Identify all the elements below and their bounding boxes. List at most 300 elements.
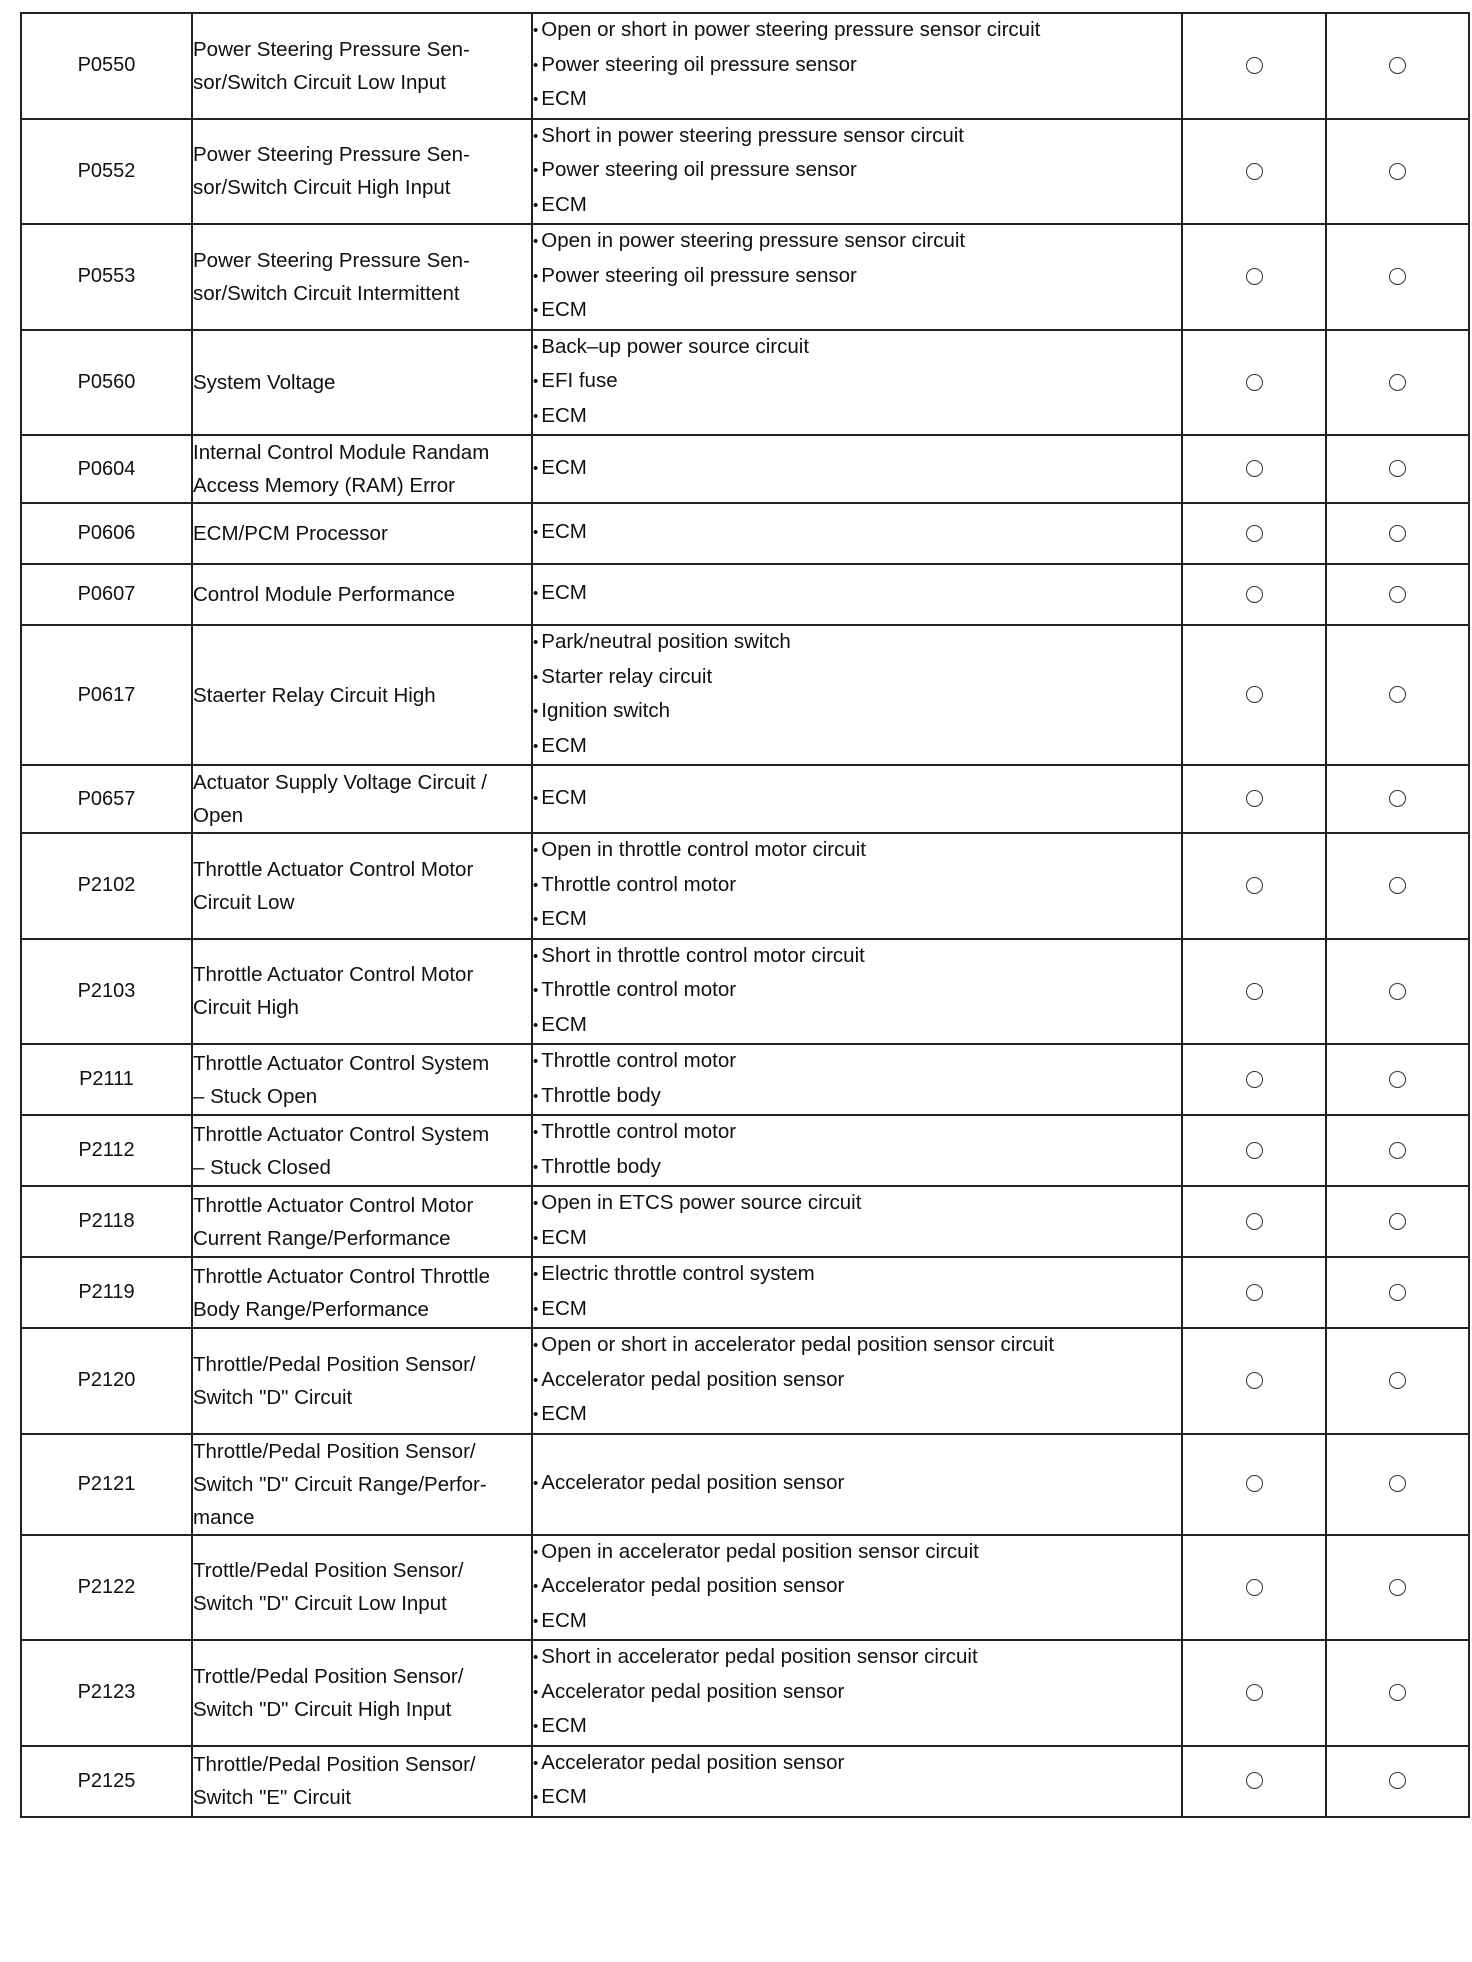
circle-icon — [1389, 163, 1406, 180]
circle-icon — [1246, 374, 1263, 391]
trouble-area-item — [533, 1222, 1181, 1257]
circle-icon — [1246, 1071, 1263, 1088]
mark-cell-1 — [1182, 939, 1326, 1045]
mark-cell-1 — [1182, 435, 1326, 503]
bullet-icon: • — [533, 911, 539, 928]
trouble-area-item — [533, 1467, 1181, 1502]
dtc-description-line: Throttle Actuator Control Motor — [193, 857, 474, 881]
bullet-icon: • — [533, 1266, 539, 1283]
trouble-area — [532, 119, 1182, 225]
trouble-area-text: Accelerator pedal position sensor — [541, 1750, 845, 1774]
table-row — [21, 1186, 1469, 1257]
dtc-description-line: Control Module Performance — [193, 583, 456, 606]
bullet-icon: • — [533, 1406, 539, 1423]
trouble-area-item — [533, 49, 1181, 84]
trouble-area-text: ECM — [541, 785, 587, 809]
circle-icon — [1246, 460, 1263, 477]
trouble-area-item — [533, 1570, 1181, 1605]
trouble-area-item — [533, 120, 1181, 155]
circle-icon — [1246, 57, 1263, 74]
dtc-description-line: Switch "D" Circuit — [193, 1385, 353, 1409]
circle-icon — [1246, 268, 1263, 285]
table-row — [21, 625, 1469, 765]
mark-cell-2 — [1326, 503, 1469, 564]
trouble-area-text: Throttle control motor — [541, 1049, 737, 1072]
trouble-area — [532, 1115, 1182, 1186]
dtc-description-line: Circuit High — [193, 996, 299, 1020]
mark-cell-1 — [1182, 1535, 1326, 1641]
mark-cell-2 — [1326, 625, 1469, 765]
trouble-area-text: Throttle body — [541, 1083, 661, 1107]
mark-cell-2 — [1326, 1044, 1469, 1115]
bullet-icon: • — [533, 338, 539, 356]
bullet-icon: • — [533, 302, 539, 319]
bullet-icon: • — [533, 947, 539, 965]
dtc-description — [192, 1746, 532, 1817]
dtc-description-line: Throttle/Pedal Position Sensor/ — [193, 1753, 476, 1776]
dtc-description — [192, 939, 532, 1045]
trouble-area-item — [533, 974, 1181, 1009]
mark-cell-1 — [1182, 1115, 1326, 1186]
circle-icon — [1389, 525, 1406, 542]
dtc-description-line: Actuator Supply Voltage Circuit / — [193, 771, 487, 794]
bullet-icon: • — [533, 1195, 539, 1212]
circle-icon — [1389, 1684, 1406, 1701]
trouble-area-item — [533, 577, 1181, 612]
trouble-area-text: ECM — [541, 907, 587, 930]
table-row — [21, 765, 1469, 833]
mark-cell-1 — [1182, 1186, 1326, 1257]
dtc-description-line: Open — [193, 804, 244, 827]
circle-icon — [1246, 525, 1263, 542]
dtc-code: P2125 — [21, 1746, 192, 1817]
trouble-area-text: ECM — [541, 581, 587, 605]
bullet-icon: • — [533, 524, 539, 542]
circle-icon — [1389, 460, 1406, 477]
trouble-area-item — [533, 730, 1181, 765]
trouble-area-item — [533, 225, 1181, 260]
trouble-area-item — [533, 1641, 1181, 1676]
bullet-icon: • — [533, 196, 539, 214]
dtc-description-line: ECM/PCM Processor — [193, 522, 388, 545]
trouble-area-text: ECM — [541, 1714, 587, 1737]
trouble-area-item — [533, 1710, 1181, 1745]
trouble-area — [532, 1328, 1182, 1434]
trouble-area-text: Open or short in power steering pressure sensor circuit — [541, 18, 1041, 41]
dtc-code: P0604 — [21, 435, 192, 503]
trouble-area-text: Accelerator pedal position sensor — [541, 1470, 845, 1494]
mark-cell-1 — [1182, 833, 1326, 939]
trouble-area-item — [533, 1364, 1181, 1399]
mark-cell-2 — [1326, 765, 1469, 833]
dtc-description-line: Throttle/Pedal Position Sensor/ — [193, 1352, 476, 1376]
dtc-description — [192, 1257, 532, 1328]
mark-cell-1 — [1182, 1434, 1326, 1535]
circle-icon — [1389, 1284, 1406, 1301]
bullet-icon: • — [533, 1612, 539, 1630]
dtc-code: P2111 — [21, 1044, 192, 1115]
trouble-area — [532, 1257, 1182, 1328]
circle-icon — [1389, 1142, 1406, 1159]
trouble-area-text: Throttle control motor — [541, 978, 737, 1001]
trouble-area — [532, 224, 1182, 330]
dtc-description-line: Switch "D" Circuit High Input — [193, 1697, 452, 1721]
trouble-area-text: ECM — [541, 1012, 587, 1036]
bullet-icon: • — [533, 1474, 539, 1492]
trouble-area-item — [533, 516, 1181, 551]
mark-cell-1 — [1182, 1044, 1326, 1115]
trouble-area-item — [533, 83, 1181, 118]
dtc-code: P0657 — [21, 765, 192, 833]
trouble-area — [532, 503, 1182, 564]
trouble-area-item — [533, 452, 1181, 487]
circle-icon — [1246, 1142, 1263, 1159]
dtc-description — [192, 119, 532, 225]
trouble-area-item — [533, 1781, 1181, 1816]
mark-cell-2 — [1326, 564, 1469, 625]
trouble-area — [532, 1434, 1182, 1535]
table-row — [21, 833, 1469, 939]
mark-cell-2 — [1326, 13, 1469, 119]
trouble-area-item — [533, 1293, 1181, 1328]
trouble-area-item — [533, 661, 1181, 696]
dtc-description — [192, 564, 532, 625]
table-row — [21, 224, 1469, 330]
circle-icon — [1246, 790, 1263, 807]
circle-icon — [1389, 877, 1406, 894]
bullet-icon: • — [533, 1337, 539, 1354]
table-row — [21, 1434, 1469, 1535]
dtc-description — [192, 13, 532, 119]
circle-icon — [1389, 374, 1406, 391]
trouble-area — [532, 1186, 1182, 1257]
trouble-area-item — [533, 331, 1181, 366]
dtc-description-line: Circuit Low — [193, 890, 295, 914]
circle-icon — [1246, 1372, 1263, 1389]
table-row — [21, 1328, 1469, 1434]
trouble-area-text: Open in power steering pressure sensor circuit — [541, 229, 966, 252]
trouble-area-item — [533, 14, 1181, 49]
trouble-area-text: Accelerator pedal position sensor — [541, 1679, 845, 1703]
bullet-icon: • — [533, 1087, 539, 1105]
table-row — [21, 1535, 1469, 1641]
dtc-code: P0553 — [21, 224, 192, 330]
bullet-icon: • — [533, 1229, 539, 1247]
dtc-description-line: sor/Switch Circuit Low Input — [193, 70, 446, 94]
trouble-area-text: ECM — [541, 87, 587, 110]
dtc-description — [192, 765, 532, 833]
trouble-area-item — [533, 1151, 1181, 1186]
trouble-area-item — [533, 260, 1181, 295]
dtc-code: P0550 — [21, 13, 192, 119]
mark-cell-1 — [1182, 765, 1326, 833]
dtc-code: P0560 — [21, 330, 192, 436]
trouble-area-text: Accelerator pedal position sensor — [541, 1574, 845, 1597]
circle-icon — [1389, 57, 1406, 74]
bullet-icon: • — [533, 668, 539, 686]
dtc-description-line: Throttle Actuator Control Motor — [193, 963, 474, 987]
dtc-description-line: Power Steering Pressure Sen- — [193, 37, 470, 61]
dtc-description-line: Access Memory (RAM) Error — [193, 474, 455, 497]
mark-cell-1 — [1182, 1328, 1326, 1434]
circle-icon — [1389, 983, 1406, 1000]
table-row — [21, 939, 1469, 1045]
trouble-area-item — [533, 154, 1181, 189]
circle-icon — [1389, 586, 1406, 603]
circle-icon — [1246, 983, 1263, 1000]
dtc-description-line: Internal Control Module Randam — [193, 441, 490, 464]
dtc-description-line: Throttle Actuator Control System — [193, 1051, 490, 1075]
trouble-area-text: Throttle control motor — [541, 872, 737, 896]
circle-icon — [1389, 1372, 1406, 1389]
mark-cell-2 — [1326, 1535, 1469, 1641]
mark-cell-2 — [1326, 1746, 1469, 1817]
trouble-area-text: Open in accelerator pedal position sensor circuit — [541, 1539, 979, 1563]
trouble-area-text: ECM — [541, 1225, 587, 1249]
dtc-description — [192, 330, 532, 436]
bullet-icon: • — [533, 1718, 539, 1735]
mark-cell-1 — [1182, 564, 1326, 625]
mark-cell-1 — [1182, 13, 1326, 119]
bullet-icon: • — [533, 703, 539, 720]
trouble-area — [532, 435, 1182, 503]
trouble-area-item — [533, 1045, 1181, 1080]
mark-cell-1 — [1182, 330, 1326, 436]
dtc-code: P2120 — [21, 1328, 192, 1434]
dtc-description-line: Switch "E" Circuit — [193, 1786, 352, 1809]
mark-cell-1 — [1182, 1257, 1326, 1328]
dtc-code: P2112 — [21, 1115, 192, 1186]
mark-cell-1 — [1182, 625, 1326, 765]
trouble-area-item — [533, 1536, 1181, 1571]
trouble-area-item — [533, 294, 1181, 329]
dtc-description — [192, 1535, 532, 1641]
trouble-area-text: Open in throttle control motor circuit — [541, 838, 866, 861]
bullet-icon: • — [533, 737, 539, 755]
trouble-area — [532, 1746, 1182, 1817]
table-row — [21, 564, 1469, 625]
trouble-area-item — [533, 869, 1181, 904]
trouble-area-item — [533, 1398, 1181, 1433]
dtc-description-line: sor/Switch Circuit Intermittent — [193, 281, 460, 305]
bullet-icon: • — [533, 267, 539, 285]
dtc-code: P2103 — [21, 939, 192, 1045]
circle-icon — [1246, 686, 1263, 703]
table-row — [21, 435, 1469, 503]
trouble-area-item — [533, 626, 1181, 661]
dtc-code: P2123 — [21, 1640, 192, 1746]
mark-cell-2 — [1326, 1186, 1469, 1257]
dtc-description-line: Body Range/Performance — [193, 1297, 429, 1321]
trouble-area-text: EFI fuse — [541, 369, 618, 392]
trouble-area-item — [533, 1080, 1181, 1115]
trouble-area-text: Open in ETCS power source circuit — [541, 1191, 862, 1214]
trouble-area — [532, 1640, 1182, 1746]
trouble-area-item — [533, 189, 1181, 224]
dtc-code: P0607 — [21, 564, 192, 625]
trouble-area-item — [533, 695, 1181, 730]
bullet-icon: • — [533, 1371, 539, 1389]
dtc-description-line: Throttle/Pedal Position Sensor/ — [193, 1439, 476, 1463]
mark-cell-2 — [1326, 224, 1469, 330]
bullet-icon: • — [533, 789, 539, 807]
mark-cell-2 — [1326, 119, 1469, 225]
dtc-description-line: System Voltage — [193, 370, 336, 394]
mark-cell-2 — [1326, 435, 1469, 503]
circle-icon — [1389, 1772, 1406, 1789]
trouble-area-text: ECM — [541, 298, 587, 321]
circle-icon — [1389, 1475, 1406, 1492]
trouble-area — [532, 1044, 1182, 1115]
bullet-icon: • — [533, 1124, 539, 1141]
dtc-code: P0617 — [21, 625, 192, 765]
trouble-area-text: ECM — [541, 403, 587, 427]
dtc-code: P2102 — [21, 833, 192, 939]
trouble-area — [532, 833, 1182, 939]
dtc-description — [192, 833, 532, 939]
mark-cell-2 — [1326, 1257, 1469, 1328]
trouble-area-item — [533, 834, 1181, 869]
trouble-area — [532, 564, 1182, 625]
dtc-description — [192, 1044, 532, 1115]
dtc-description-line: Throttle Actuator Control System — [193, 1122, 490, 1146]
mark-cell-2 — [1326, 1640, 1469, 1746]
trouble-area-item — [533, 1605, 1181, 1640]
trouble-area-text: Power steering oil pressure sensor — [541, 263, 857, 287]
bullet-icon: • — [533, 407, 539, 425]
circle-icon — [1246, 586, 1263, 603]
mark-cell-1 — [1182, 224, 1326, 330]
dtc-description-line: – Stuck Open — [193, 1084, 318, 1108]
dtc-description — [192, 1328, 532, 1434]
trouble-area-text: ECM — [541, 733, 587, 757]
mark-cell-2 — [1326, 330, 1469, 436]
bullet-icon: • — [533, 1578, 539, 1595]
trouble-area-item — [533, 1116, 1181, 1151]
dtc-description-line: – Stuck Closed — [193, 1155, 331, 1179]
trouble-area-item — [533, 400, 1181, 435]
dtc-description-line: Trottle/Pedal Position Sensor/ — [193, 1559, 464, 1583]
trouble-area-text: Power steering oil pressure sensor — [541, 158, 857, 181]
table-row — [21, 13, 1469, 119]
trouble-area-text: Short in accelerator pedal position sensor circuit — [541, 1645, 978, 1668]
circle-icon — [1389, 1213, 1406, 1230]
trouble-area-text: Open or short in accelerator pedal position sensor circuit — [541, 1333, 1055, 1356]
circle-icon — [1389, 1071, 1406, 1088]
circle-icon — [1246, 163, 1263, 180]
circle-icon — [1389, 268, 1406, 285]
circle-icon — [1246, 1579, 1263, 1596]
table-row — [21, 503, 1469, 564]
dtc-description-line: Switch "D" Circuit Low Input — [193, 1592, 447, 1616]
trouble-area-item — [533, 1747, 1181, 1782]
trouble-area-item — [533, 1676, 1181, 1711]
circle-icon — [1246, 1284, 1263, 1301]
trouble-area-text: ECM — [541, 455, 587, 479]
dtc-description — [192, 503, 532, 564]
bullet-icon: • — [533, 982, 539, 999]
trouble-area-item — [533, 365, 1181, 400]
dtc-description — [192, 1434, 532, 1535]
circle-icon — [1389, 790, 1406, 807]
trouble-area-text: Accelerator pedal position sensor — [541, 1367, 845, 1391]
mark-cell-1 — [1182, 119, 1326, 225]
table-row — [21, 330, 1469, 436]
bullet-icon: • — [533, 459, 539, 477]
trouble-area — [532, 625, 1182, 765]
trouble-area-item — [533, 1009, 1181, 1044]
trouble-area-text: Throttle control motor — [541, 1120, 737, 1143]
trouble-area-text: Power steering oil pressure sensor — [541, 52, 857, 76]
table-row — [21, 1746, 1469, 1817]
dtc-description-line: Power Steering Pressure Sen- — [193, 143, 470, 167]
bullet-icon: • — [533, 91, 539, 108]
dtc-description-line: Throttle Actuator Control Motor — [193, 1193, 474, 1217]
dtc-code: P0552 — [21, 119, 192, 225]
circle-icon — [1246, 1475, 1263, 1492]
mark-cell-2 — [1326, 1434, 1469, 1535]
dtc-description-line: Staerter Relay Circuit High — [193, 683, 436, 707]
trouble-area-text: ECM — [541, 1402, 587, 1425]
mark-cell-1 — [1182, 1640, 1326, 1746]
dtc-description-line: mance — [193, 1505, 255, 1529]
circle-icon — [1246, 1684, 1263, 1701]
trouble-area-text: Throttle body — [541, 1154, 661, 1178]
dtc-description-line: Current Range/Performance — [193, 1226, 451, 1250]
mark-cell-1 — [1182, 1746, 1326, 1817]
bullet-icon: • — [533, 585, 539, 603]
trouble-area-text: ECM — [541, 192, 587, 216]
circle-icon — [1389, 1579, 1406, 1596]
trouble-area-item — [533, 903, 1181, 938]
trouble-area-item — [533, 1258, 1181, 1293]
dtc-table — [20, 12, 1470, 1818]
trouble-area-text: ECM — [541, 520, 587, 544]
bullet-icon: • — [533, 1754, 539, 1772]
trouble-area — [532, 13, 1182, 119]
trouble-area-text: Electric throttle control system — [541, 1262, 815, 1285]
dtc-description-line: Power Steering Pressure Sen- — [193, 248, 470, 272]
bullet-icon: • — [533, 22, 539, 39]
trouble-area-item — [533, 940, 1181, 975]
trouble-area-item — [533, 1329, 1181, 1364]
dtc-code: P2118 — [21, 1186, 192, 1257]
dtc-code: P2122 — [21, 1535, 192, 1641]
dtc-description-line: Throttle Actuator Control Throttle — [193, 1264, 491, 1288]
trouble-area — [532, 939, 1182, 1045]
bullet-icon: • — [533, 876, 539, 894]
trouble-area-text: ECM — [541, 1608, 587, 1632]
bullet-icon: • — [533, 1158, 539, 1176]
bullet-icon: • — [533, 127, 539, 145]
trouble-area-text: Short in throttle control motor circuit — [541, 943, 865, 967]
mark-cell-1 — [1182, 503, 1326, 564]
table-row — [21, 1044, 1469, 1115]
dtc-description — [192, 224, 532, 330]
dtc-description — [192, 435, 532, 503]
trouble-area-text: Ignition switch — [541, 699, 671, 722]
trouble-area — [532, 1535, 1182, 1641]
mark-cell-2 — [1326, 1328, 1469, 1434]
trouble-area-text: Short in power steering pressure sensor circuit — [541, 123, 964, 147]
dtc-description — [192, 1640, 532, 1746]
trouble-area-text: Back–up power source circuit — [541, 334, 810, 358]
dtc-description-line: Switch "D" Circuit Range/Perfor- — [193, 1472, 487, 1496]
bullet-icon: • — [533, 373, 539, 390]
trouble-area — [532, 330, 1182, 436]
trouble-area-text: ECM — [541, 1785, 587, 1808]
dtc-description-line: sor/Switch Circuit High Input — [193, 176, 451, 200]
